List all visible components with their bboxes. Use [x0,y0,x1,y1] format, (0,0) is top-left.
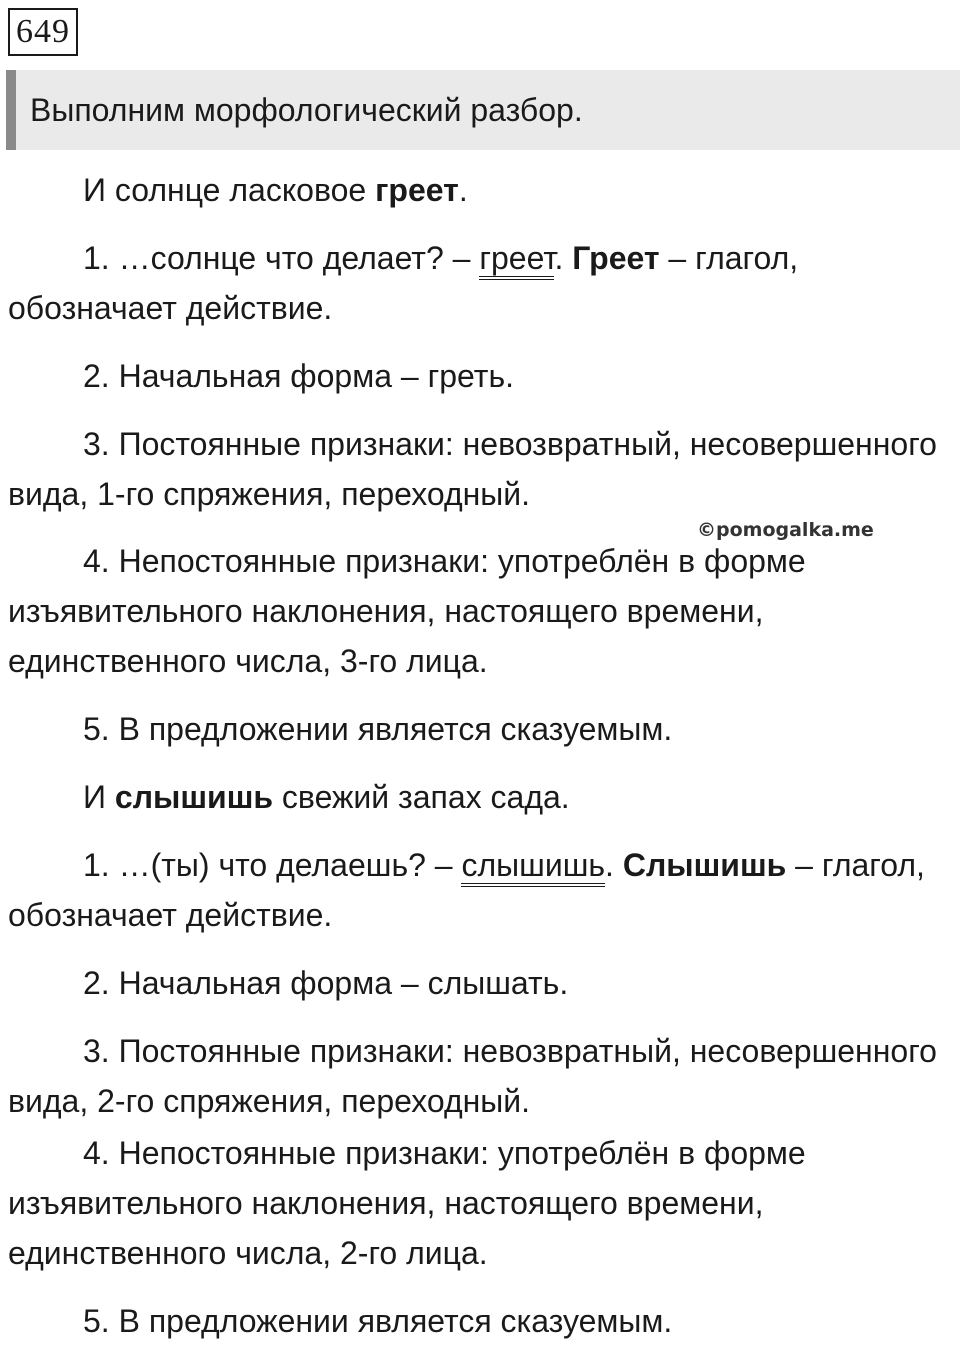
watermark: ©pomogalka.me [697,519,874,541]
step-4: 4. Непостоянные признаки: употреблён в форме изъявительного наклонения, настоящего времени, единственного числа, 3-го лица. [8,543,806,679]
instruction-text: Выполним морфологический разбор. [30,92,583,128]
step-3: 3. Постоянные признаки: невозвратный, несовершенного вида, 2-го спряжения, переходный. [8,1033,937,1119]
step-5: 5. В предложении является сказуемым. [83,711,673,747]
step-5: 5. В предложении является сказуемым. [83,1303,673,1339]
target-word: греет [375,172,459,208]
step-3: 3. Постоянные признаки: невозвратный, несовершенного вида, 1-го спряжения, переходный. [8,426,937,512]
step-2: 2. Начальная форма – слышать. [83,965,569,1001]
target-word: слышишь [114,779,274,815]
predicate-underline: слышишь [461,847,605,887]
step-1: 1. …(ты) что делаешь? – слышишь. Слышишь – глагол, обозначает действие. [8,847,925,933]
analysis-content [8,165,958,1364]
step-1: 1. …солнце что делает? – греет. Греет – глагол, обозначает действие. [8,240,799,326]
target-word: Греет [572,240,660,276]
step-4: 4. Непостоянные признаки: употреблён в форме изъявительного наклонения, настоящего времени, единственного числа, 2-го лица. [8,1135,806,1271]
example-sentence-2: И слышишь свежий запах сада. [83,779,570,815]
target-word: Слышишь [622,847,787,883]
example-sentence-1: И солнце ласковое греет. [83,172,468,208]
step-2: 2. Начальная форма – греть. [83,358,514,394]
predicate-underline: греет [479,240,554,280]
task-number: 649 [8,8,78,56]
instruction-banner [6,70,960,150]
